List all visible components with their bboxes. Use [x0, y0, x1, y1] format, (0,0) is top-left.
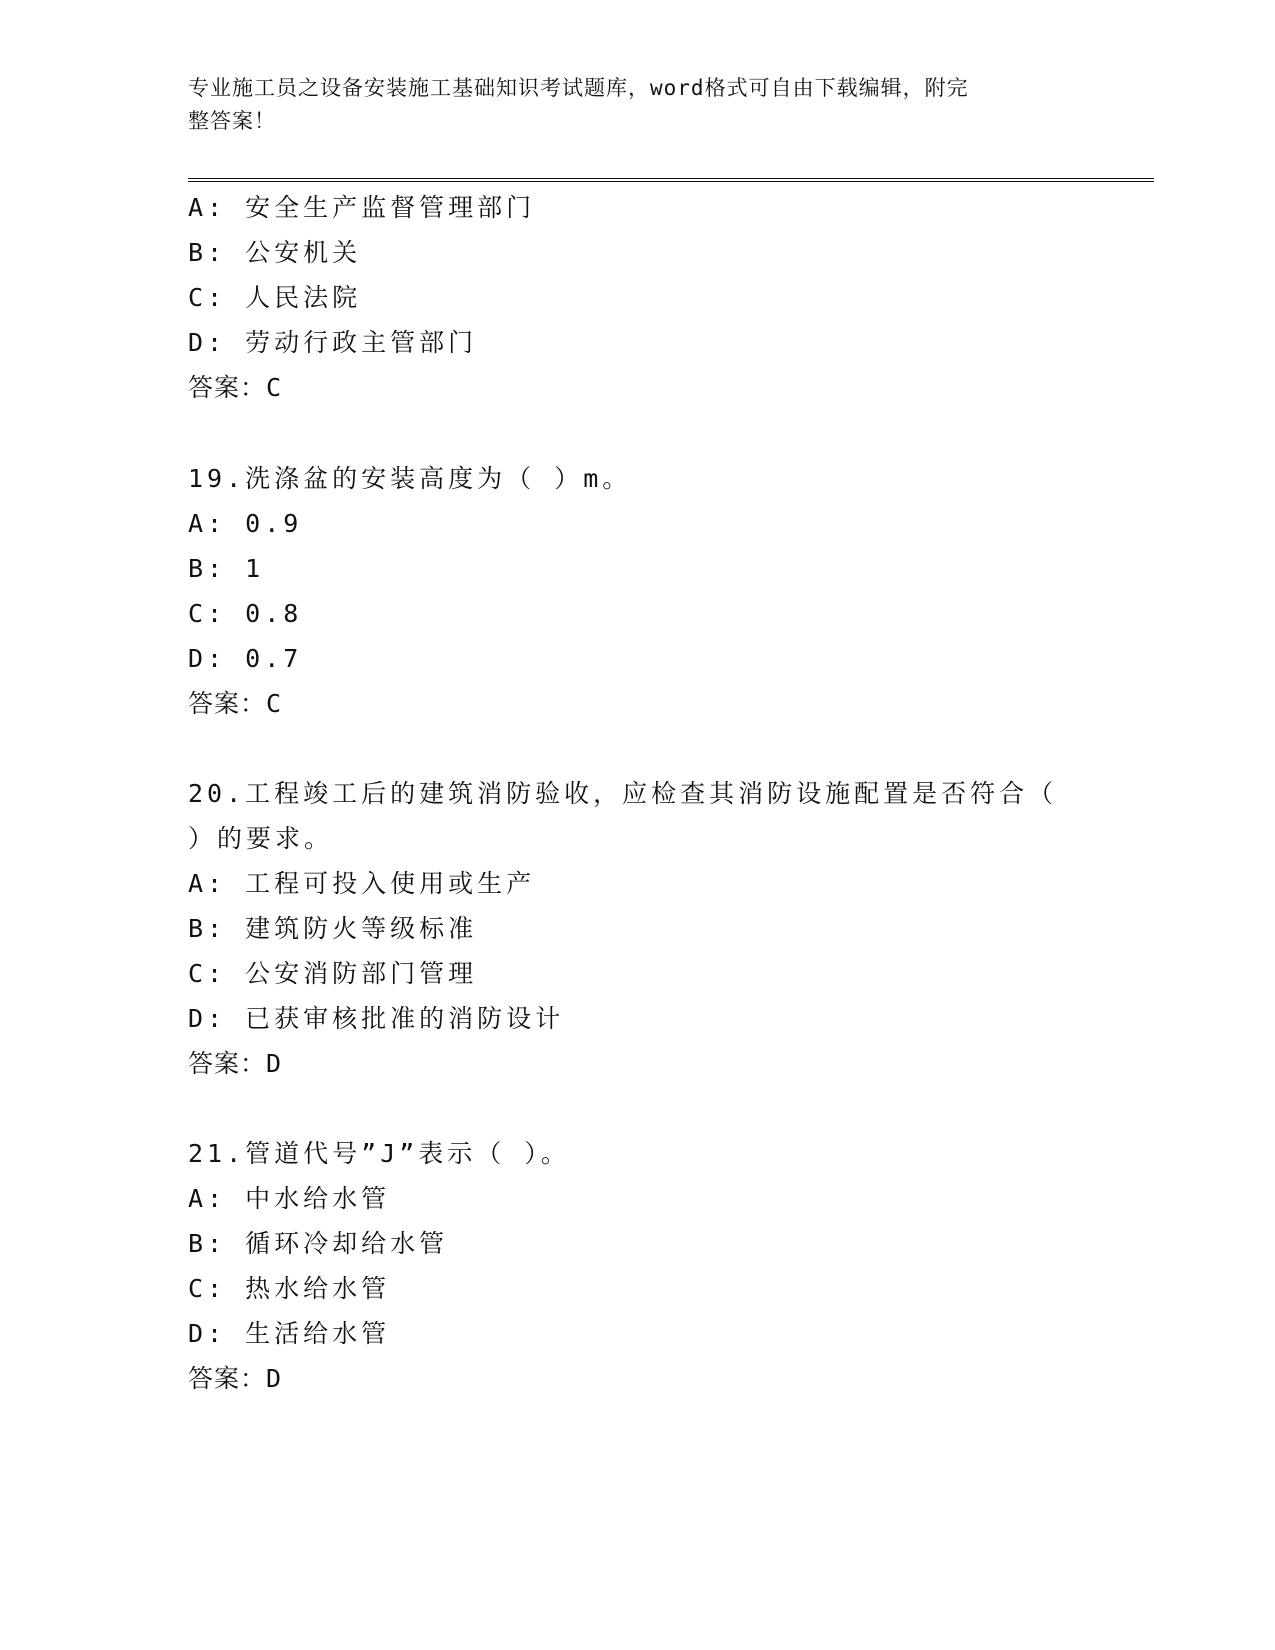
q19-answer: 答案：C [188, 689, 283, 718]
header-line-2: 整答案！ [188, 109, 276, 133]
q21-option-d: D: 生活给水管 [188, 1319, 391, 1348]
q18-answer: 答案：C [188, 373, 283, 402]
q20-answer: 答案：D [188, 1049, 283, 1078]
q21-question: 21.管道代号”J”表示（ ）。 [188, 1139, 570, 1168]
q19-question: 19.洗涤盆的安装高度为（ ）m。 [188, 464, 632, 493]
header-line-1: 专业施工员之设备安装施工基础知识考试题库，word格式可自由下载编辑，附完 [188, 76, 969, 100]
q20-option-d: D: 已获审核批准的消防设计 [188, 1004, 565, 1033]
q18-option-c: C: 人民法院 [188, 283, 362, 312]
header-divider [188, 178, 1154, 182]
q21-option-a: A: 中水给水管 [188, 1184, 391, 1213]
q19-option-a: A: 0.9 [188, 509, 303, 538]
q19-option-b: B: 1 [188, 554, 265, 583]
q20-option-c: C: 公安消防部门管理 [188, 959, 478, 988]
q21-option-b: B: 循环冷却给水管 [188, 1229, 449, 1258]
q19-option-c: C: 0.8 [188, 599, 303, 628]
q18-option-b: B: 公安机关 [188, 238, 362, 267]
q18-option-d: D: 劳动行政主管部门 [188, 328, 478, 357]
q19-option-d: D: 0.7 [188, 644, 303, 673]
q20-question-line-2: ）的要求。 [188, 824, 334, 853]
q18-option-a: A: 安全生产监督管理部门 [188, 193, 536, 222]
q20-question-line-1: 20.工程竣工后的建筑消防验收，应检查其消防设施配置是否符合（ [188, 779, 1058, 808]
q20-option-b: B: 建筑防火等级标准 [188, 914, 478, 943]
q21-answer: 答案：D [188, 1364, 283, 1393]
q21-option-c: C: 热水给水管 [188, 1274, 391, 1303]
q20-option-a: A: 工程可投入使用或生产 [188, 869, 536, 898]
document-header [188, 72, 1068, 138]
